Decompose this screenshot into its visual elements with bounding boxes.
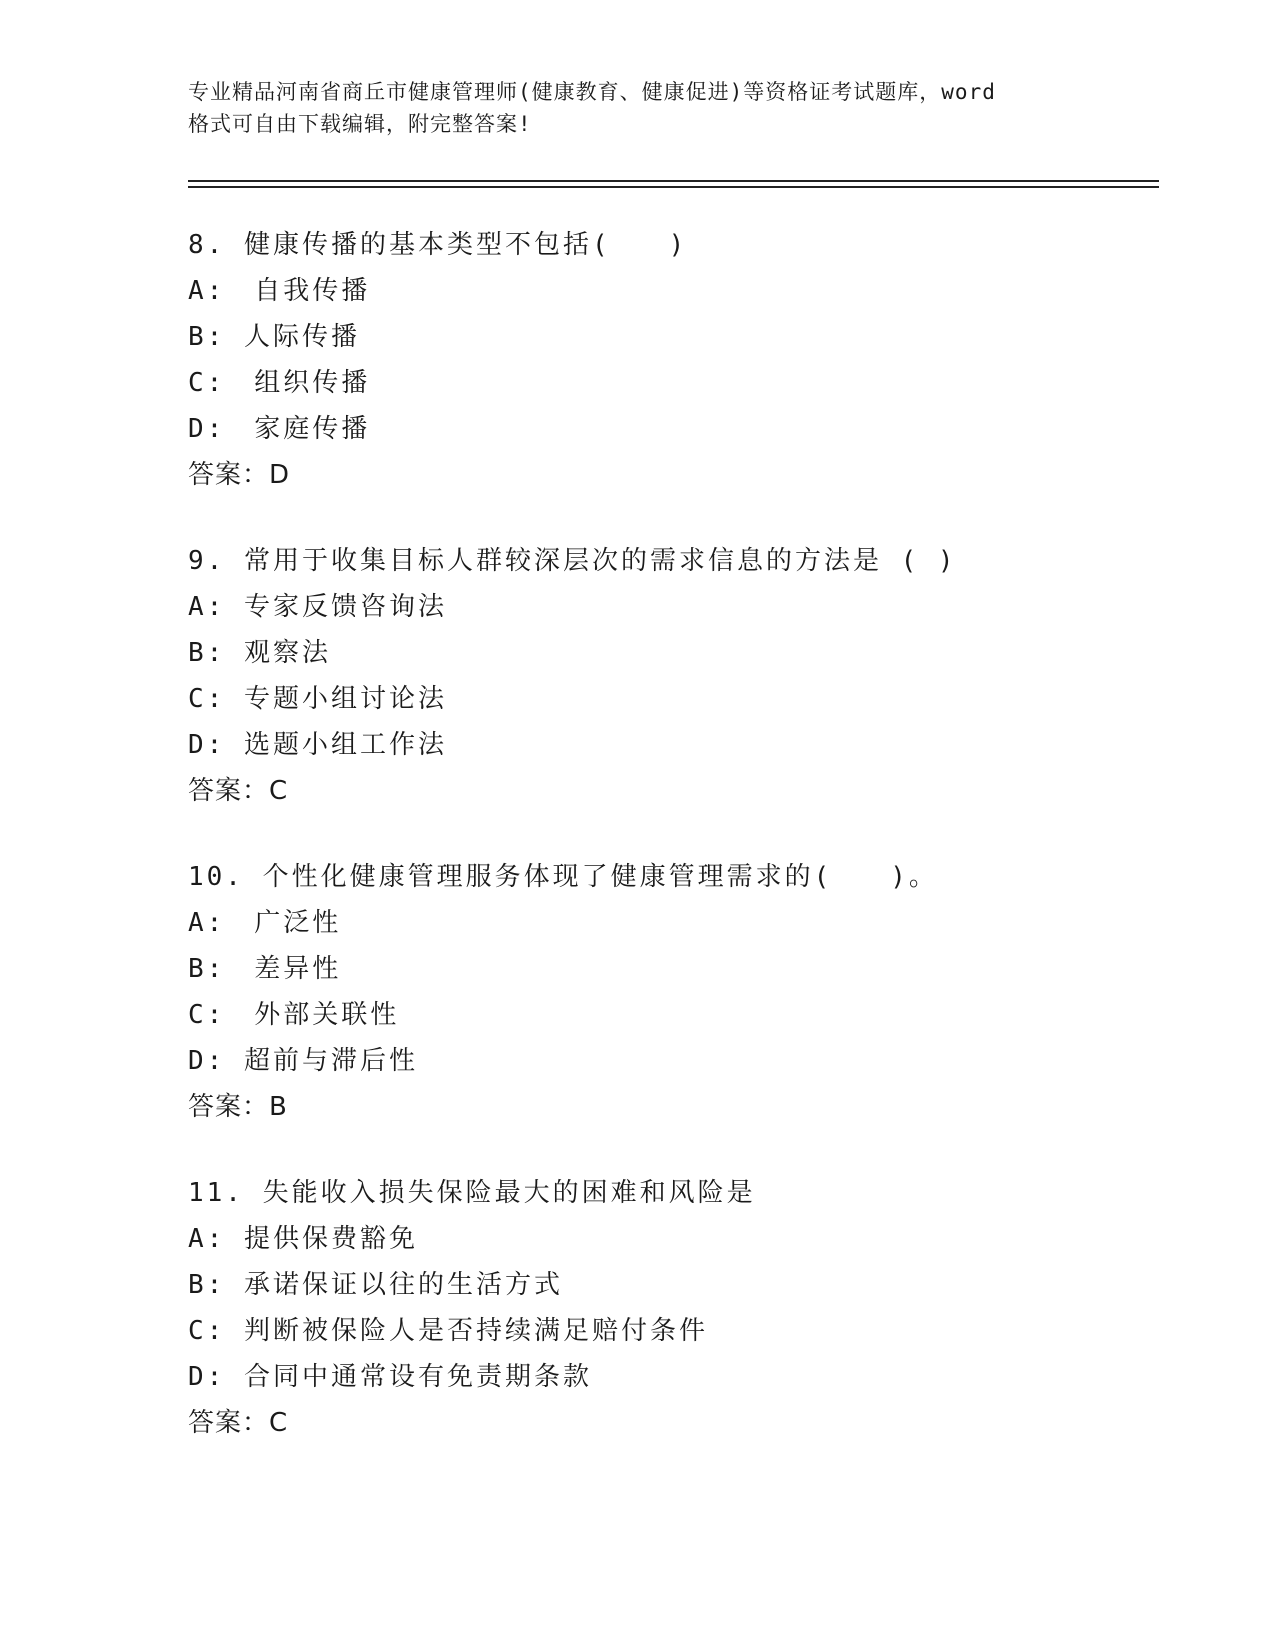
question-stem: 9. 常用于收集目标人群较深层次的需求信息的方法是 ( ) [188,546,957,576]
option-a: A: 自我传播 [188,276,371,306]
option-c: C: 外部关联性 [188,1000,400,1030]
answer-label: 答案：D [188,460,291,490]
answer-label: 答案：C [188,1408,289,1438]
option-d: D: 合同中通常设有免责期条款 [188,1362,592,1392]
option-b: B: 差异性 [188,954,342,984]
option-c: C: 专题小组讨论法 [188,684,447,714]
option-a: A: 专家反馈咨询法 [188,592,447,622]
answer-label: 答案：C [188,776,289,806]
option-c: C: 判断被保险人是否持续满足赔付条件 [188,1316,708,1346]
option-d: D: 家庭传播 [188,414,371,444]
option-c: C: 组织传播 [188,368,371,398]
answer-label: 答案：B [188,1092,288,1122]
question-8 [188,222,1148,498]
option-d: D: 超前与滞后性 [188,1046,418,1076]
question-11 [188,1170,1148,1446]
header-divider-bottom [188,186,1159,188]
question-stem: 8. 健康传播的基本类型不包括( ) [188,230,688,260]
question-stem: 11. 失能收入损失保险最大的困难和风险是 [188,1178,756,1208]
header-line-1: 专业精品河南省商丘市健康管理师(健康教育、健康促进)等资格证考试题库，word [188,80,996,104]
option-b: B: 承诺保证以往的生活方式 [188,1270,563,1300]
question-9 [188,538,1148,814]
option-b: B: 观察法 [188,638,331,668]
option-a: A: 广泛性 [188,908,342,938]
question-10 [188,854,1148,1130]
option-a: A: 提供保费豁免 [188,1224,418,1254]
header-divider-top [188,180,1159,182]
question-stem: 10. 个性化健康管理服务体现了健康管理需求的( )。 [188,862,938,892]
option-b: B: 人际传播 [188,322,360,352]
option-d: D: 选题小组工作法 [188,730,447,760]
header-line-2: 格式可自由下载编辑，附完整答案! [188,112,532,136]
document-header [188,76,1088,140]
